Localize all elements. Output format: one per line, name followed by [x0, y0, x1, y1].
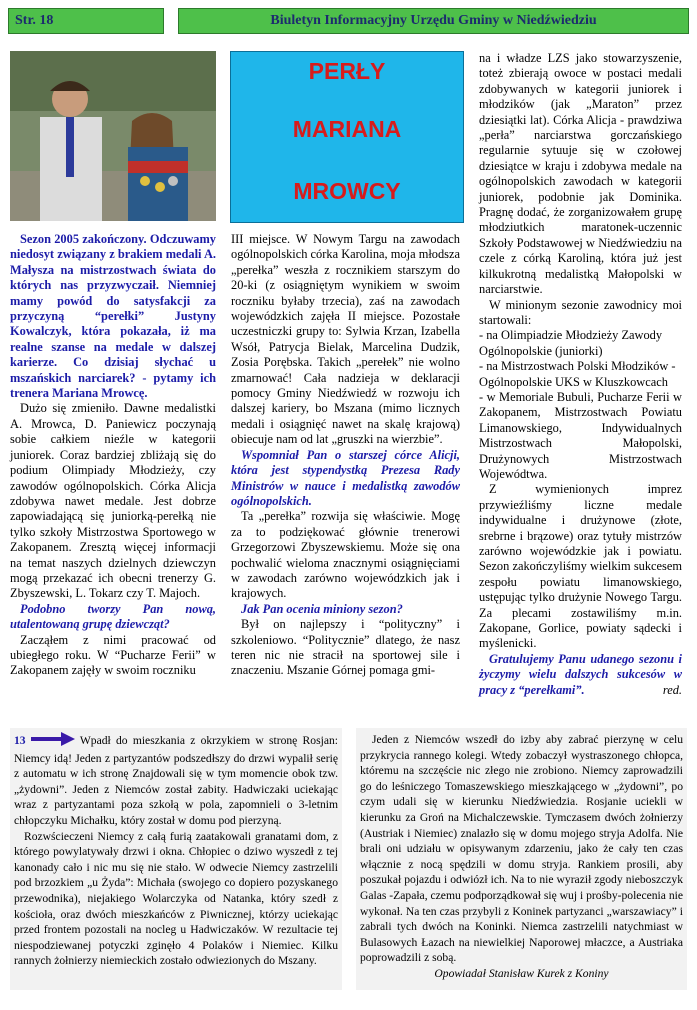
interview-question: Podobno tworzy Pan nową, utalentowaną grupę dziewcząt? [10, 601, 216, 632]
photo-illustration [10, 51, 216, 221]
interview-question: Jak Pan ocenia miniony sezon? [241, 601, 403, 616]
paragraph: Ta „perełka” rozwija się właściwie. Mogę za to podziękować głównie trenerowi Grzegorzowi Zbyszewskiemu. Może się ona pochwalić wieloma znacznymi osiągnięciami w zawodach zarówno wojewódzkich jak i krajowych. [231, 509, 460, 601]
bulletin-title: Biuletyn Informacyjny Urzędu Gminy w Niedźwiedziu [270, 13, 597, 28]
memoir-paragraph [14, 732, 338, 829]
page-number-box [8, 8, 164, 34]
article-title-box [230, 51, 464, 223]
signature-red: red. [662, 682, 682, 697]
page-number: Str. 18 [15, 13, 54, 28]
article-column-1 [10, 232, 216, 679]
arrow-right-icon [31, 732, 75, 751]
paragraph: III miejsce. W Nowym Targu na zawodach ogólnopolskich córka Karolina, moja młodsza „perełka” weszła z rocznikiem starszym do 20-ki (z osiągniętym wynikiem w swoim roczniku byłaby trzecia), zaś na zawodach wojewódzkich zajęła II miejsce. Pozostałe uczestniczki grupy to: Sylwia Krzan, Izabella Wsół, Patrycja Bielak, Marcelina Dudzik, Zosia Porębska. Takich „perełek” nie wolno zmarnować! Cała nadzieja w deklaracji pomocy Gminy Niedźwiedź w rozwoju ich dalszej kariery, bo Mszana (mimo licznych medali i osiągnięć nawet na skalę krajową) obiecuje nam od lat „gruszki na wierzbie”. [231, 232, 460, 447]
lead-paragraph: Sezon 2005 zakończony. Odczuwamy niedosyt związany z brakiem medali A. Małysza na mistrzostwach świata do których nas przyzwyczaił. Niemniej mamy powód do satysfakcji za przyczyną “perełki” Justyny Kowalczyk, która pokazała, iż ma realne szanse na medale w dalszej karierze. Co dzisiaj słychać u mszańskich narciarek? - pytamy ich trenera Mariana Mrowcę. [10, 232, 216, 401]
memoir-text: Wpadł do mieszkania z okrzykiem w stronę Rosjan: Niemcy idą! Jeden z partyzantów podszedłszy do drzwi wypalił serię z automatu w ich stronę Znajdowali się w tym momencie obok tzw. „żydowni”. Jeden z Niemców został zabity. Hadwiczaki uciekając wraz z partyzantami poza szkołą w pola, zapomnieli o 3-letnim chłopczyku Michałku, który został w domu pod pierzyną. [14, 733, 338, 827]
paragraph: Był on najlepszy i “polityczny” i szkoleniowo. “Politycznie” dlatego, że nasz teren nic nie stracił na sportowej sile i znaczeniu. Mszanie Górnej pomaga gmi- [231, 617, 460, 678]
memoir-box-left [10, 728, 342, 990]
paragraph: W minionym sezonie zawodnicy moi startowali: [479, 297, 682, 327]
paragraph: na i władze LZS jako stowarzyszenie, toteż zbierają owoce w postaci medali zdobywanych w kategorii juniorek i młodzików (jak „Maraton” przez dziesiątki lat). Córka Alicja - prawdziwa „perła” narciarstwa gorczańskiego regularnie sytuuje się w czołowej dziesiątce w kraju i zdobywa medale na ogólnopolskich zawodach w kategorii juniorek, podobnie jak Dominika. Pragnę dodać, że zorganizowałem grupę młodziutkich maratonek-uczennic Szkoły Podstawowej w Niedźwiedziu na czele z córką Karoliną, która już jest kilkukrotną medalistką Małopolski w narciarstwie. [479, 51, 682, 297]
title-line-3: MROWCY [293, 178, 401, 204]
paragraph: Dużo się zmieniło. Dawne medalistki A. Mrowca, D. Paniewicz poczynają sobie całkiem nieźle w kategorii juniorek. Coraz bardziej zbliżają się do podium Olimpiady Młodzieży, czy zawodów ogólnopolskich. Córka Alicja zdobywa nawet medale. Jest dobrze zapowiadającą się juniorką-perełką nie tylko szkoły Mistrzostwa Sportowego w Zakopanem. Zresztą więcej informacji na temat naszych dzielnych dziewczyn mogą przekazać ich obecni trenerzy G. Zbyszewski, L. Tokarz czy T. Majoch. [10, 401, 216, 601]
closing-text: Gratulujemy Panu udanego sezonu i życzymy wielu dalszych sukcesów w pracy z “perełkami”. [479, 651, 682, 697]
memoir-paragraph: Jeden z Niemców wszedł do izby aby zabrać pierzynę w celu przykrycia rannego kolegi. Wtedy zobaczył wystraszonego chłopca, któremu na szczęście nic złego nie zrobiono. Niemcy zaprowadzili go do leśniczego Tomaszewskiego mieszkającego w „żydowni”, po czym udali się w kierunku Niedźwiedzia. Rosjanie uciekli w kierunku za Groń na Michalczewskie. Tymczasem dwóch żołnierzy (Austriak i Niemiec) znalazło się w domu mojego stryja Adolfa. Nie brali oni udziału w opisywanym zdarzeniu, jako że cały ten czas włącznie z nocą spędzili w domu stryja. Rankiem prosili, aby poszukał pojazdu i odwiózł ich. Na to nie wyraził zgody nieboszczyk Galas -Zapała, czemu podporządkował się wuj i prośby-polecenia nie wykonał. Na ten czas przybyli z Koninek partyzanci „warszawiacy” i zabrali tych dwóch na Koninki. Niemca zastrzelili natychmiast w Bulasowych Łazach na niewielkiej Naporowej młaczce, a Austriaka poprowadzili z sobą. [360, 733, 683, 965]
memoir-signature: Opowiadał Stanisław Kurek z Koniny [434, 966, 609, 980]
article-column-2 [231, 232, 460, 679]
episode-number: 13 [14, 733, 26, 747]
interview-question: Wspomniał Pan o starszej córce Alicji, która jest stypendystką Prezesa Rady Ministrów w nauce i medalistką zawodów ogólnopolskich. [231, 447, 460, 508]
list-item: - na Mistrzostwach Polski Młodzików - Ogólnopolskie UKS w Kluszkowcach [479, 359, 676, 389]
list-item: - w Memoriale Bubuli, Pucharze Ferii w Zakopanem, Mistrzostwach Powiatu Limanowskiego, Indywidualnych Mistrzostwach Małopolski, Drużynowych Mistrzostwach Wojewódtwa. [479, 389, 682, 481]
closing-wishes [479, 652, 682, 698]
photo-coach-and-athlete [10, 51, 216, 221]
title-line-2: MARIANA [292, 116, 402, 142]
title-line-1: PERŁY [308, 58, 386, 84]
article-column-3 [479, 51, 682, 698]
list-item: - na Olimpiadzie Młodzieży Zawody Ogólnopolskie (juniorki) [479, 328, 663, 358]
memoir-paragraph: Rozwścieczeni Niemcy z całą furią zaatakowali granatami dom, z którego powylatywały drzwi i okna. Chłopiec o dziwo wyszedł z tej kanonady cało i nic mu się nie stało. W odwecie Niemcy zastrzelili pod brzozkiem „u Żyda”: Michała (swojego co dopiero pozyskanego przewodnika), niejakiego Wolarczyka od Natanka, który szedł z kościoła, oraz dwóch mieszkańców z Piwnicznej, którzy uciekając przed frontem pozostali na nocleg u Hadwiczaków. W rezultacie tej niespodziewanej potyczki zginęło 4 Polaków i Niemiec. Kilku rannych żołnierzy niemieckich zostało odwiezionych do Mszany. [14, 829, 338, 968]
bulletin-title-box [178, 8, 689, 34]
paragraph: Z wymienionych imprez przywieźliśmy liczne medale indywidualne i drużynowe (złote, srebrne i brązowe) oraz tytuły mistrzów zarówno wojewódzkie jak i powiatu. Sezon zakończyliśmy wielkim sukcesem zespołu powiatu limanowskiego, ustępując tylko drużynie Nowego Targu. Za plecami zostawiliśmy m.in. Zakopane, Gorlice, powiaty sądecki i myślenicki. [479, 482, 682, 651]
paragraph: Zacząłem z nimi pracować od ubiegłego roku. W “Pucharze Ferii” w Zakopanem zajęły w swoim roczniku [10, 632, 216, 678]
memoir-box-right [356, 728, 687, 990]
